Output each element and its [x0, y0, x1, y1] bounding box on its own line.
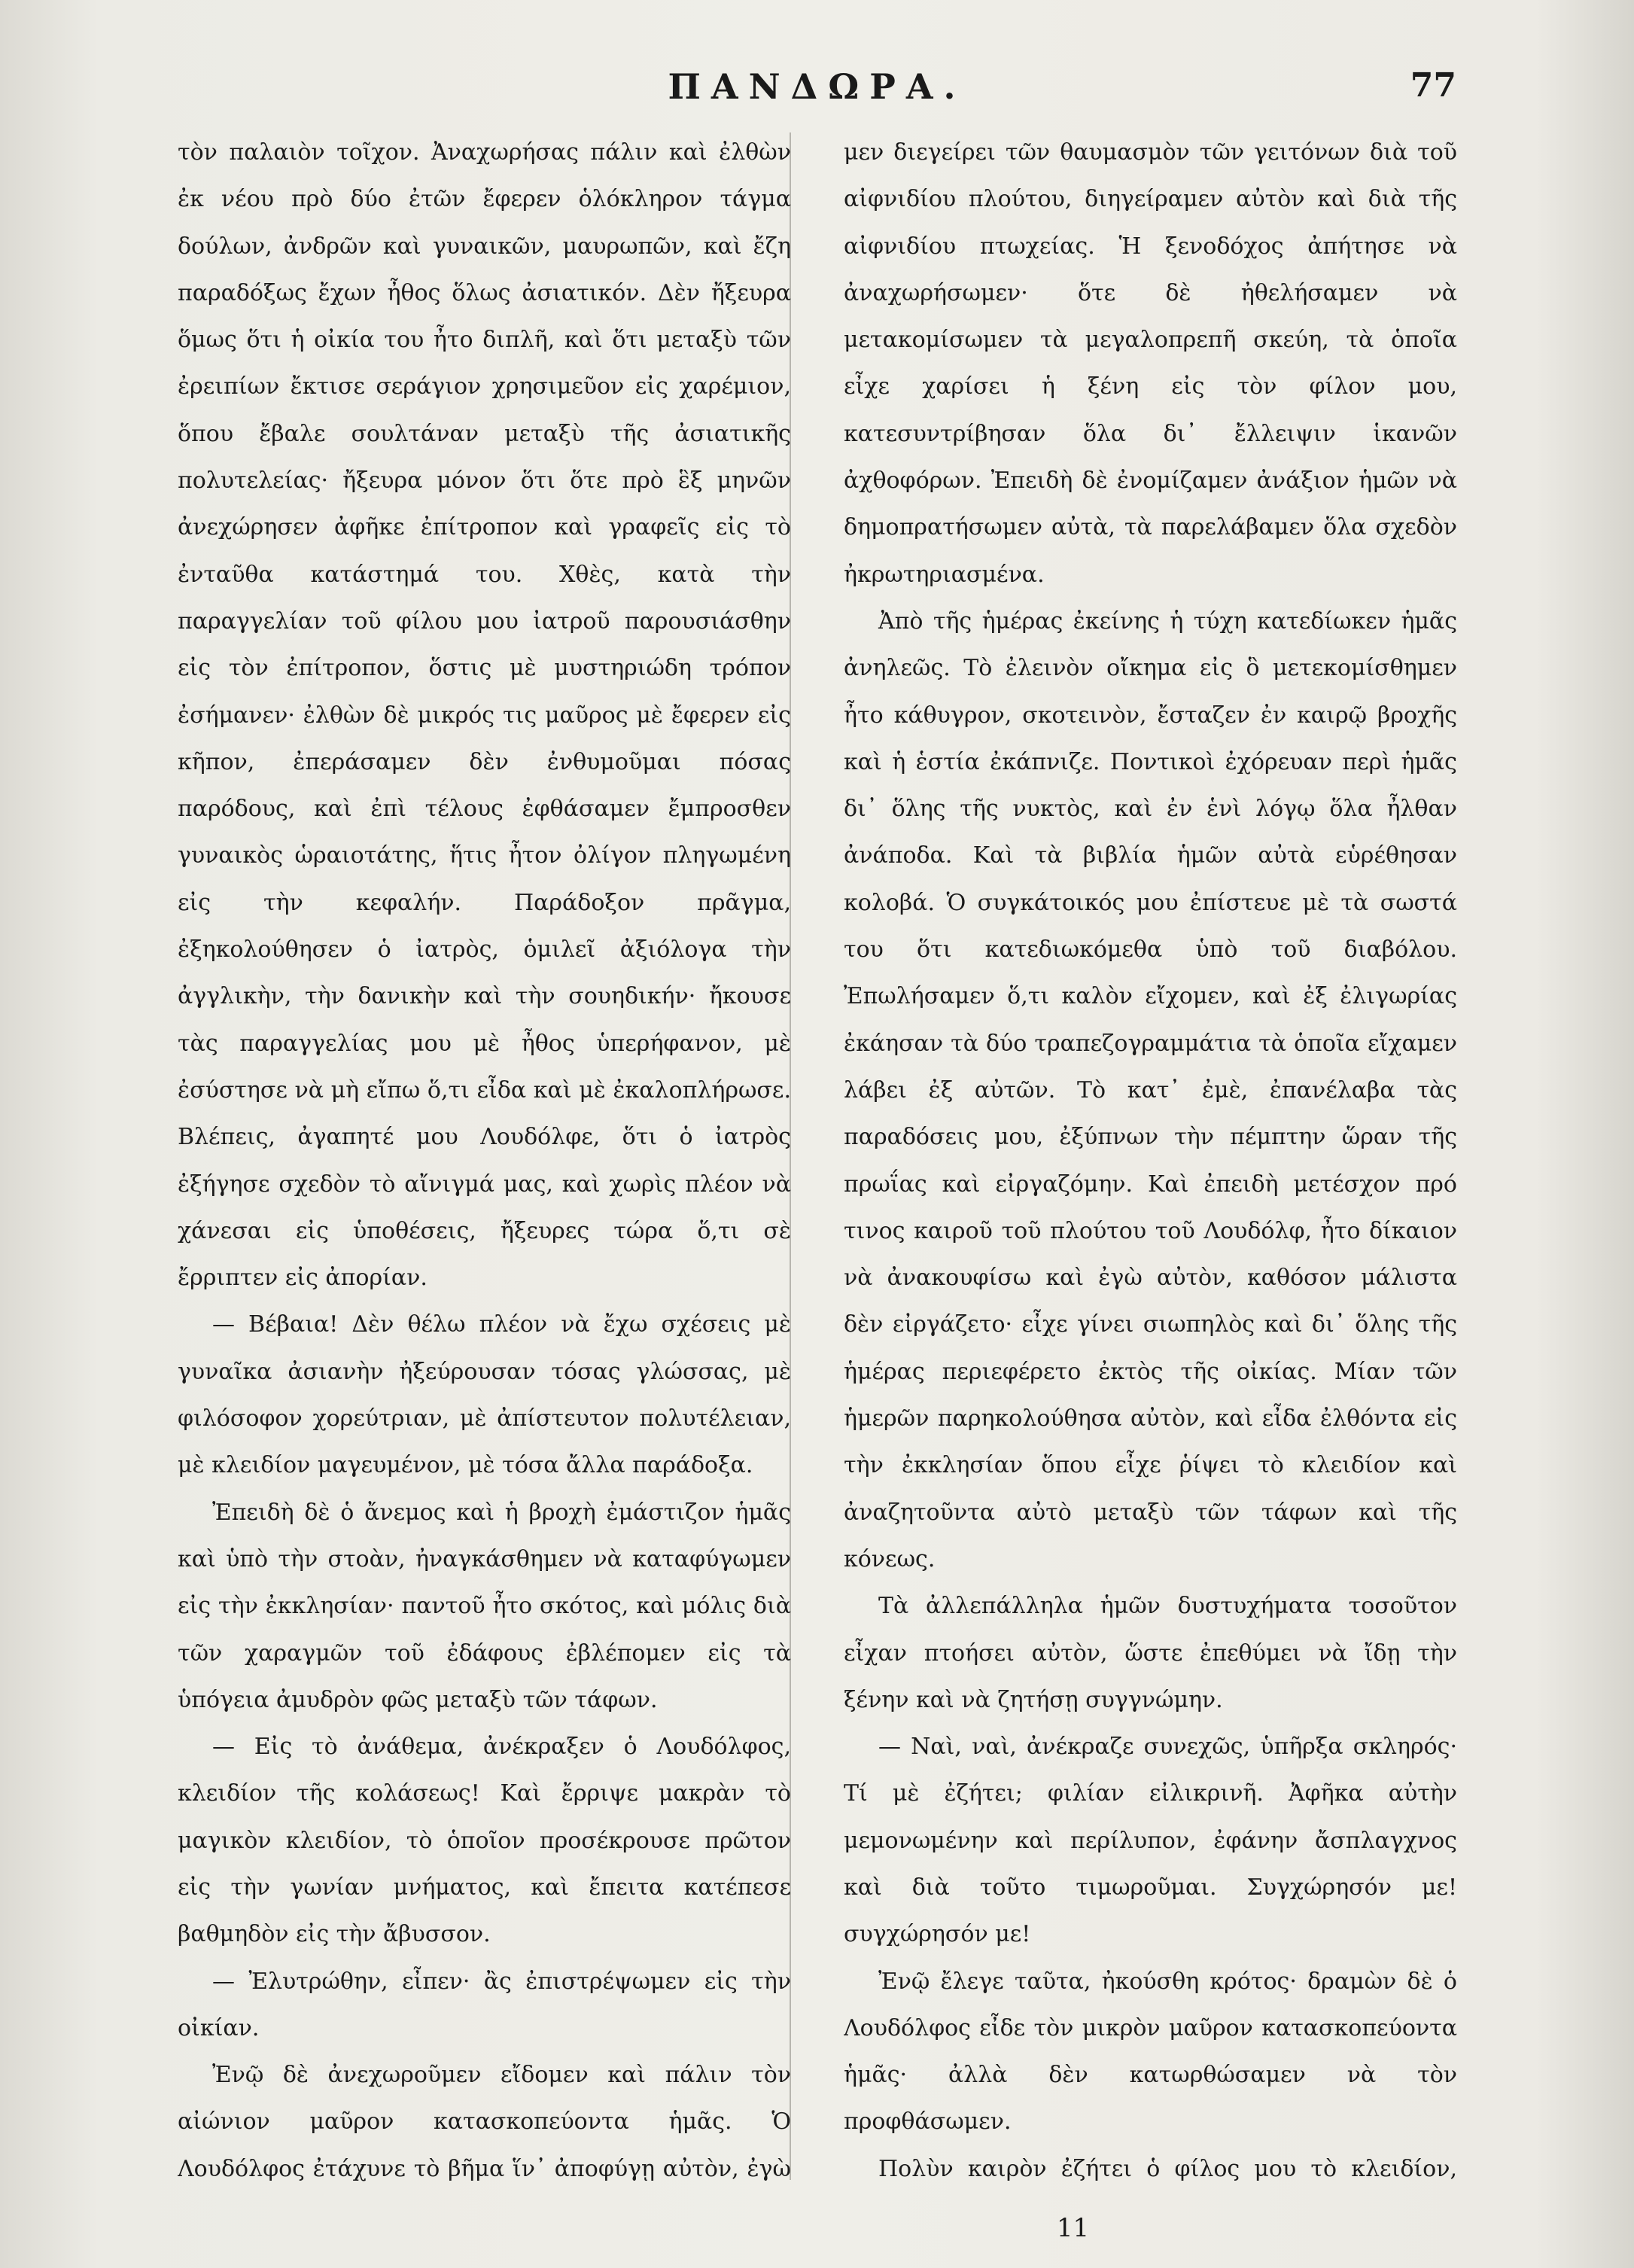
text-columns — [178, 129, 1457, 2192]
running-title: ΠΑΝΔΩΡΑ. — [668, 66, 966, 107]
paragraph: μεν διεγείρει τῶν θαυμασμὸν τῶν γειτόνων διὰ τοῦ αἰφνιδίου πλούτου, διηγείραμεν αὐτὸν καὶ διὰ τῆς αἰφνιδίου πτωχείας. Ἡ ξενοδόχος ἀπήτησε νὰ ἀναχωρήσωμεν· ὅτε δὲ ἠθελήσαμεν νὰ μετακομίσωμεν τὰ μεγαλοπρεπῆ σκεύη, τὰ ὁποῖα εἶχε χαρίσει ἡ ξένη εἰς τὸν φίλον μου, κατεσυντρίβησαν ὅλα δι᾽ ἔλλειψιν ἱκανῶν ἀχθοφόρων. Ἐπειδὴ δὲ ἐνομίζαμεν ἀνάξιον ἡμῶν νὰ δημοπρατήσωμεν αὐτὰ, τὰ παρελάβαμεν ὅλα σχεδὸν ἠκρωτηριασμένα. — [844, 139, 1457, 588]
paragraph: Τὰ ἀλλεπάλληλα ἡμῶν δυστυχήματα τοσοῦτον εἶχαν πτοήσει αὐτὸν, ὥστε ἐπεθύμει νὰ ἴδῃ τὴν ξένην καὶ νὰ ζητήσῃ συγγνώμην. — [844, 1593, 1457, 1713]
paragraph: Πολὺν καιρὸν ἐζήτει ὁ φίλος μου τὸ κλειδίον, — [878, 2155, 1457, 2182]
paragraph: Ἐνῷ ἔλεγε ταῦτα, ἠκούσθη κρότος· δραμὼν δὲ ὁ Λουδόλφος εἶδε τὸν μικρὸν μαῦρον κατασκοπεύοντα ἡμᾶς· ἀλλὰ δὲν κατωρθώσαμεν νὰ τὸν προφθάσωμεν. — [844, 1968, 1457, 2136]
signature-mark: 11 — [1056, 2213, 1090, 2243]
paragraph: — Εἰς τὸ ἀνάθεμα, ἀνέκραξεν ὁ Λουδόλφος, κλειδίον τῆς κολάσεως! Καὶ ἔρριψε μακρὰν τὸ μαγικὸν κλειδίον, τὸ ὁποῖον προσέκρουσε πρῶτον εἰς τὴν γωνίαν μνήματος, καὶ ἔπειτα κατέπεσε βαθμηδὸν εἰς τὴν ἄβυσσον. — [178, 1734, 791, 1948]
paragraph: — Ναὶ, ναὶ, ἀνέκραζε συνεχῶς, ὑπῆρξα σκληρός· Τί μὲ ἐζήτει; φιλίαν εἰλικρινῆ. Ἀφῆκα αὐτὴν μεμονωμένην καὶ περίλυπον, ἐφάνην ἄσπλαγχνος καὶ διὰ τοῦτο τιμωροῦμαι. Συγχώρησόν με! συγχώρησόν με! — [844, 1734, 1457, 1948]
paragraph: — Ἐλυτρώθην, εἶπεν· ἂς ἐπιστρέψωμεν εἰς τὴν οἰκίαν. — [178, 1968, 791, 2041]
page-header — [0, 66, 1634, 119]
paragraph: τὸν παλαιὸν τοῖχον. Ἀναχωρήσας πάλιν καὶ ἐλθὼν ἐκ νέου πρὸ δύο ἐτῶν ἔφερεν ὁλόκληρον τάγμα δούλων, ἀνδρῶν καὶ γυναικῶν, μαυρωπῶν, καὶ ἔζη παραδόξως ἔχων ἦθος ὅλως ἀσιατικόν. Δὲν ἤξευρα ὅμως ὅτι ἡ οἰκία του ἦτο διπλῆ, καὶ ὅτι μεταξὺ τῶν ἐρειπίων ἔκτισε σεράγιον χρησιμεῦον εἰς χαρέμιον, ὅπου ἔβαλε σουλτάναν μεταξὺ τῆς ἀσιατικῆς πολυτελείας· ἤξευρα μόνον ὅτι ὅτε πρὸ ἓξ μηνῶν ἀνεχώρησεν ἀφῆκε ἐπίτροπον καὶ γραφεῖς εἰς τὸ ἐνταῦθα κατάστημά του. Χθὲς, κατὰ τὴν παραγγελίαν τοῦ φίλου μου ἰατροῦ παρουσιάσθην εἰς τὸν ἐπίτροπον, ὅστις μὲ μυστηριώδη τρόπον ἐσήμανεν· ἐλθὼν δὲ μικρός τις μαῦρος μὲ ἔφερεν εἰς κῆπον, ἐπεράσαμεν δὲν ἐνθυμοῦμαι πόσας παρόδους, καὶ ἐπὶ τέλους ἐφθάσαμεν ἔμπροσθεν γυναικὸς ὡραιοτάτης, ἥτις ἦτον ὀλίγον πληγωμένη εἰς τὴν κεφαλήν. Παράδοξον πρᾶγμα, ἐξηκολούθησεν ὁ ἰατρὸς, ὁμιλεῖ ἀξιόλογα τὴν ἀγγλικὴν, τὴν δανικὴν καὶ τὴν σουηδικήν· ἤκουσε τὰς παραγγελίας μου μὲ ἦθος ὑπερήφανον, μὲ ἐσύστησε νὰ μὴ εἴπω ὅ,τι εἶδα καὶ μὲ ἐκαλοπλήρωσε. Βλέπεις, ἀγαπητέ μου Λουδόλφε, ὅτι ὁ ἰατρὸς ἐξήγησε σχεδὸν τὸ αἴνιγμά μας, καὶ χωρὶς πλέον νὰ χάνεσαι εἰς ὑποθέσεις, ἤξευρες τώρα ὅ,τι σὲ ἔρριπτεν εἰς ἀπορίαν. — [178, 139, 791, 1292]
left-column — [178, 129, 791, 2192]
paragraph: — Βέβαια! Δὲν θέλω πλέον νὰ ἔχω σχέσεις μὲ γυναῖκα ἀσιανὴν ἠξεύρουσαν τόσας γλώσσας, μὲ φιλόσοφον χορεύτριαν, μὲ ἀπίστευτον πολυτέλειαν, μὲ κλειδίον μαγευμένον, μὲ τόσα ἄλλα παράδοξα. — [178, 1311, 791, 1479]
paragraph: Ἐπειδὴ δὲ ὁ ἄνεμος καὶ ἡ βροχὴ ἐμάστιζον ἡμᾶς καὶ ὑπὸ τὴν στοὰν, ἠναγκάσθημεν νὰ καταφύγωμεν εἰς τὴν ἐκκλησίαν· παντοῦ ἦτο σκότος, καὶ μόλις διὰ τῶν χαραγμῶν τοῦ ἐδάφους ἐβλέπομεν εἰς τὰ ὑπόγεια ἀμυδρὸν φῶς μεταξὺ τῶν τάφων. — [178, 1499, 791, 1713]
paragraph: Ἐνῷ δὲ ἀνεχωροῦμεν εἴδομεν καὶ πάλιν τὸν αἰώνιον μαῦρον κατασκοπεύοντα ἡμᾶς. Ὁ Λουδόλφος ἐτάχυνε τὸ βῆμα ἵν᾽ ἀποφύγῃ αὐτὸν, ἐγὼ — [178, 2062, 791, 2182]
page-number: 77 — [1410, 66, 1456, 105]
right-column — [844, 129, 1457, 2192]
paragraph: Ἀπὸ τῆς ἡμέρας ἐκείνης ἡ τύχη κατεδίωκεν ἡμᾶς ἀνηλεῶς. Τὸ ἐλεινὸν οἴκημα εἰς ὃ μετεκομίσθημεν ἦτο κάθυγρον, σκοτεινὸν, ἔσταζεν ἐν καιρῷ βροχῆς καὶ ἡ ἑστία ἐκάπνιζε. Ποντικοὶ ἐχόρευαν περὶ ἡμᾶς δι᾽ ὅλης τῆς νυκτὸς, καὶ ἐν ἑνὶ λόγῳ ὅλα ἦλθαν ἀνάποδα. Καὶ τὰ βιβλία ἡμῶν αὐτὰ εὑρέθησαν κολοβά. Ὁ συγκάτοικός μου ἐπίστευε μὲ τὰ σωστά του ὅτι κατεδιωκόμεθα ὑπὸ τοῦ διαβόλου. Ἐπωλήσαμεν ὅ,τι καλὸν εἴχομεν, καὶ ἐξ ἐλιγωρίας ἐκάησαν τὰ δύο τραπεζογραμμάτια τὰ ὁποῖα εἴχαμεν λάβει ἐξ αὐτῶν. Τὸ κατ᾽ ἐμὲ, ἐπανέλαβα τὰς παραδόσεις μου, ἐξύπνων τὴν πέμπτην ὥραν τῆς πρωΐας καὶ εἰργαζόμην. Καὶ ἐπειδὴ μετέσχον πρό τινος καιροῦ τοῦ πλούτου τοῦ Λουδόλφ, ἦτο δίκαιον νὰ ἀνακουφίσω καὶ ἐγὼ αὐτὸν, καθόσον μάλιστα δὲν εἰργάζετο· εἶχε γίνει σιωπηλὸς καὶ δι᾽ ὅλης τῆς ἡμέρας περιεφέρετο ἐκτὸς τῆς οἰκίας. Μίαν τῶν ἡμερῶν παρηκολούθησα αὐτὸν, καὶ εἶδα ἐλθόντα εἰς τὴν ἐκκλησίαν ὅπου εἶχε ῥίψει τὸ κλειδίον καὶ ἀναζητοῦντα αὐτὸ μεταξὺ τῶν τάφων καὶ τῆς κόνεως. — [844, 607, 1457, 1572]
